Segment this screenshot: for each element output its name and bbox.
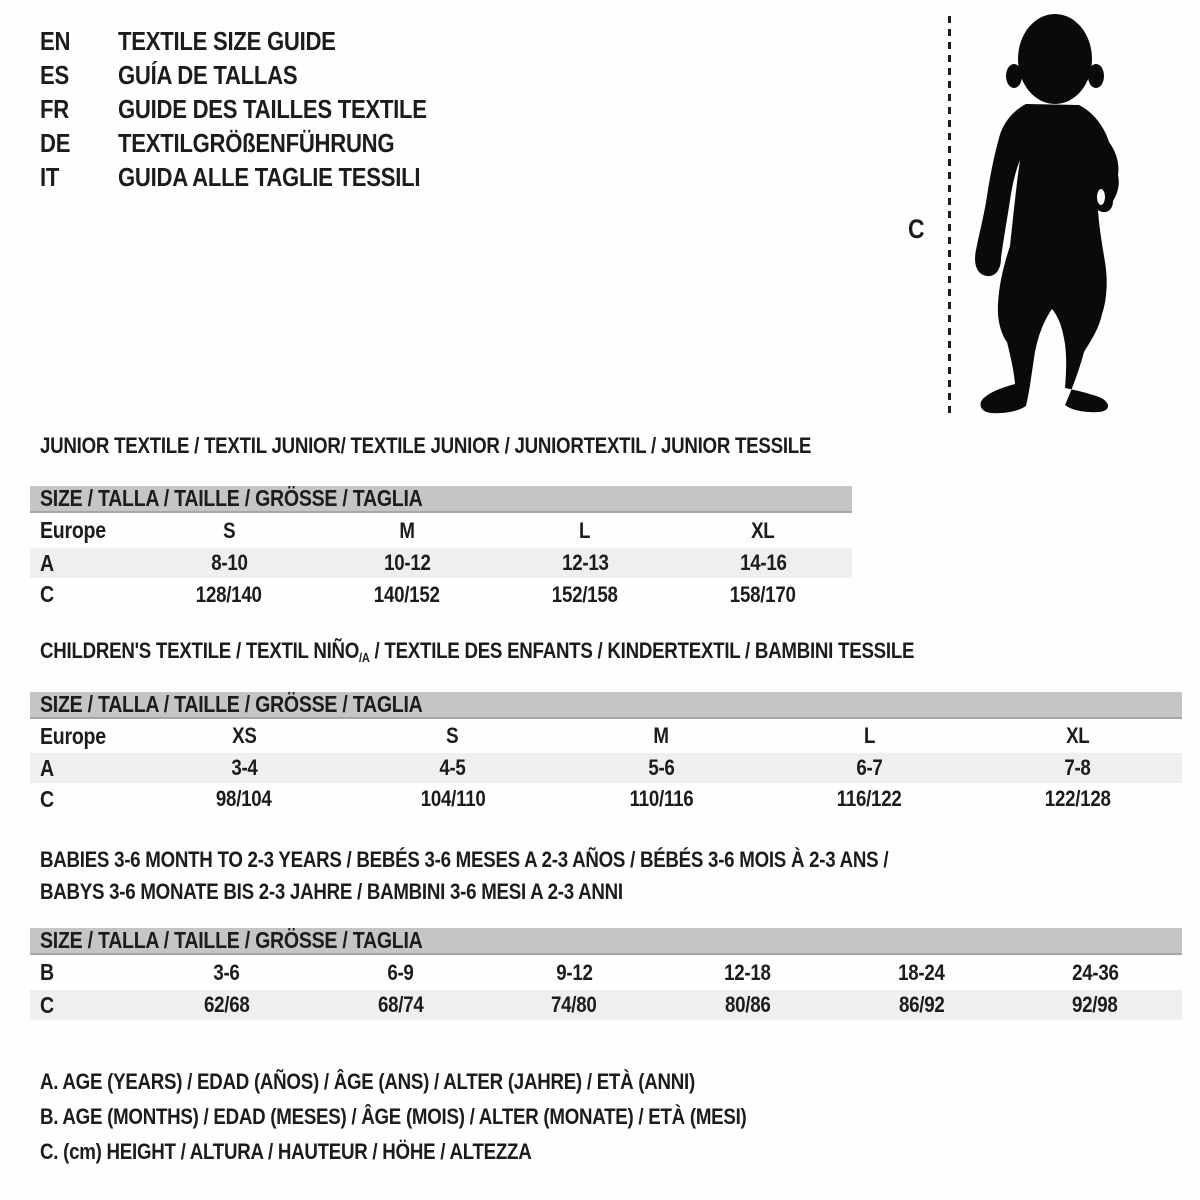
height-cell: 98/104 [216,786,273,811]
list-item [40,160,481,194]
height-cell: 92/98 [1072,992,1118,1017]
age-cell: 9-12 [555,959,593,985]
height-measure-dashed-line [948,16,951,414]
table-row-height [30,783,1182,815]
size-header-bar [30,928,1182,955]
height-cell: 74/80 [551,992,597,1017]
row-label: C [40,581,54,607]
height-cell: 110/116 [629,786,693,811]
row-label: B [40,959,54,985]
junior-section-title [40,434,947,458]
age-cell: 3-6 [213,959,240,985]
size-cell: L [579,517,591,543]
height-cell: 152/158 [552,581,618,607]
age-cell: 4-5 [439,755,466,780]
size-cell: XS [231,723,257,748]
table-row-age [30,548,852,578]
babies-section-title-line2: BABYS 3-6 MONATE BIS 2-3 JAHRE / BAMBINI 3-6 MESI A 2-3 ANNI [40,879,623,904]
age-cell: 18-24 [898,959,945,985]
table-row-height [30,990,1182,1020]
language-code: FR [40,93,69,124]
table-row-height [30,578,852,611]
guide-title: TEXTILE SIZE GUIDE [118,25,336,56]
height-measure-label: C [908,214,925,244]
size-header-bar [30,692,1182,719]
language-code: DE [40,127,71,158]
height-cell: 122/128 [1044,786,1111,811]
size-cell: S [222,517,236,543]
height-cell: 116/122 [837,786,902,811]
age-cell: 3-4 [231,755,258,780]
list-item [40,58,481,92]
age-cell: 8-10 [210,550,248,575]
age-cell: 14-16 [739,550,787,575]
height-cell: 62/68 [204,992,250,1017]
children-size-table [30,692,1182,815]
size-cell: S [446,723,459,748]
size-header-label: SIZE / TALLA / TAILLE / GRÖSSE / TAGLIA [40,691,423,717]
table-row-europe [30,719,1182,753]
height-cell: 80/86 [725,992,771,1017]
age-cell: 12-13 [561,550,609,575]
guide-title: GUIDA ALLE TAGLIE TESSILI [118,161,421,192]
age-cell: 6-7 [856,755,883,780]
height-cell: 158/170 [730,581,796,607]
language-title-list [40,24,481,194]
legend-age-months: B. AGE (MONTHS) / EDAD (MESES) / ÂGE (MOIS) / ALTER (MONATE) / ETÀ (MESI) [40,1104,747,1129]
size-cell: L [863,723,875,748]
language-code: EN [40,25,71,56]
guide-title: GUÍA DE TALLAS [118,59,298,90]
age-cell: 10-12 [383,550,431,575]
toddler-silhouette-icon [962,12,1142,414]
guide-title: TEXTILGRÖßENFÜHRUNG [118,127,395,158]
nino-a-subscript: /A [359,650,370,665]
list-item [40,92,481,126]
row-label: C [40,785,54,812]
table-row-age-months [30,955,1182,990]
height-cell: 128/140 [196,581,262,607]
list-item [40,126,481,160]
babies-section-title-line1: BABIES 3-6 MONTH TO 2-3 YEARS / BEBÉS 3-6 MESES A 2-3 AÑOS / BÉBÉS 3-6 MOIS À 2-3 ANS / [40,847,889,872]
size-header-label: SIZE / TALLA / TAILLE / GRÖSSE / TAGLIA [40,927,423,953]
junior-section-title-text: JUNIOR TEXTILE / TEXTIL JUNIOR/ TEXTILE JUNIOR / JUNIORTEXTIL / JUNIOR TESSILE [40,433,812,458]
height-cell: 140/152 [374,581,440,607]
size-cell: M [653,723,669,748]
list-item [40,24,481,58]
junior-size-table [30,486,852,611]
row-label: C [40,991,54,1018]
size-cell: XL [751,517,775,543]
size-cell: M [399,517,415,543]
age-cell: 6-9 [387,959,414,985]
language-code: ES [40,59,69,90]
row-label: Europe [40,517,106,543]
children-section-title [40,639,1068,666]
row-label: A [40,754,54,781]
age-cell: 12-18 [724,959,772,985]
table-row-europe [30,513,852,548]
age-cell: 7-8 [1064,755,1091,780]
row-label: Europe [40,722,106,749]
size-cell: XL [1066,723,1090,748]
height-cell: 86/92 [898,992,945,1017]
size-header-bar [30,486,852,513]
height-cell: 68/74 [377,992,424,1017]
height-cell: 104/110 [420,786,486,811]
row-label: A [40,549,54,576]
children-section-title-text: CHILDREN'S TEXTILE / TEXTIL NIÑO/A / TEXTILE DES ENFANTS / KINDERTEXTIL / BAMBINI TESSILE [40,638,915,665]
babies-size-table [30,928,1182,1020]
age-cell: 24-36 [1071,959,1119,985]
language-code: IT [40,161,60,192]
legend-height-cm: C. (cm) HEIGHT / ALTURA / HAUTEUR / HÖHE / ALTEZZA [40,1139,532,1164]
size-header-label: SIZE / TALLA / TAILLE / GRÖSSE / TAGLIA [40,485,423,511]
legend-age-years: A. AGE (YEARS) / EDAD (AÑOS) / ÂGE (ANS) / ALTER (JAHRE) / ETÀ (ANNI) [40,1069,695,1094]
guide-title: GUIDE DES TAILLES TEXTILE [118,93,427,124]
age-cell: 5-6 [647,755,675,780]
table-row-age [30,753,1182,783]
